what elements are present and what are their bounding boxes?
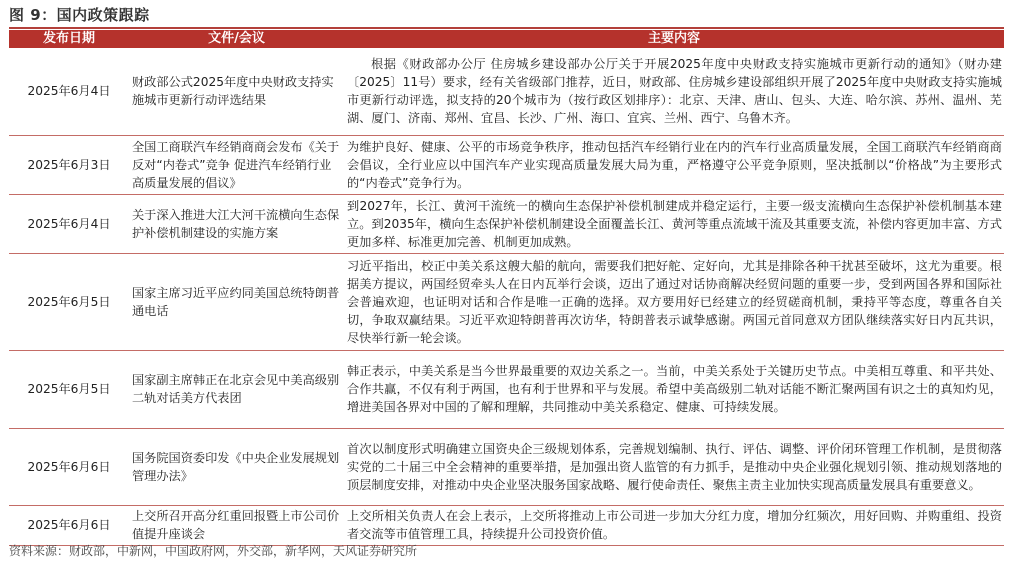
row-document: 关于深入推进大江大河干流横向生态保护补偿机制建设的实施方案	[129, 194, 344, 253]
row-date: 2025年6月6日	[9, 428, 129, 505]
header-date: 发布日期	[9, 30, 129, 48]
row-date: 2025年6月3日	[9, 135, 129, 194]
title-divider	[9, 27, 1004, 29]
table-row	[9, 253, 1004, 350]
row-document: 上交所召开高分红重回报暨上市公司价值提升座谈会	[129, 505, 344, 545]
table-row	[9, 350, 1004, 428]
policy-table	[9, 30, 1004, 546]
header-content: 主要内容	[344, 30, 1004, 48]
source-note: 资料来源：财政部，中新网，中国政府网，外交部，新华网，天风证券研究所	[9, 544, 418, 558]
row-content: 首次以制度形式明确建立国资央企三级规划体系，完善规划编制、执行、评估、调整、评价闭环管理工作机制，是贯彻落实党的二十届三中全会精神的重要举措，是加强出资人监管的有力抓手，是推动中央企业强化规划引领、推动规划落地的顶层制度安排，对推动中央企业坚决服务国家战略、履行使命责任、聚焦主责主业加快实现高质量发展具有重要意义。	[344, 428, 1004, 505]
row-document: 国家副主席韩正在北京会见中美高级别二轨对话美方代表团	[129, 350, 344, 428]
row-content: 上交所相关负责人在会上表示，上交所将推动上市公司进一步加大分红力度，增加分红频次，用好回购、并购重组、投资者交流等市值管理工具，持续提升公司投资价值。	[344, 505, 1004, 545]
figure-title: 图 9：国内政策跟踪	[9, 6, 150, 24]
row-date: 2025年6月4日	[9, 194, 129, 253]
table-header	[9, 30, 1004, 48]
row-content: 为维护良好、健康、公平的市场竞争秩序，推动包括汽车经销行业在内的汽车行业高质量发展，全国工商联汽车经销商商会倡议，全行业应以中国汽车产业实现高质量发展大局为重，严格遵守公平竞争原则，坚决抵制以“价格战”为主要形式的“内卷式”竞争行为。	[344, 135, 1004, 194]
header-document: 文件/会议	[129, 30, 344, 48]
row-document: 国家主席习近平应约同美国总统特朗普通电话	[129, 253, 344, 350]
table-row	[9, 428, 1004, 505]
row-content: 韩正表示，中美关系是当今世界最重要的双边关系之一。当前，中美关系处于关键历史节点。中美相互尊重、和平共处、合作共赢，不仅有利于两国，也有利于世界和平与发展。希望中美高级别二轨对话能不断汇聚两国有识之士的真知灼见，增进美国各界对中国的了解和理解，共同推动中美关系稳定、健康、可持续发展。	[344, 350, 1004, 428]
row-date: 2025年6月5日	[9, 350, 129, 428]
table-row	[9, 505, 1004, 545]
row-document: 全国工商联汽车经销商商会发布《关于反对“内卷式”竞争 促进汽车经销行业高质量发展的倡议》	[129, 135, 344, 194]
table-row	[9, 135, 1004, 194]
row-date: 2025年6月5日	[9, 253, 129, 350]
row-content: 习近平指出，校正中美关系这艘大船的航向，需要我们把好舵、定好向，尤其是排除各种干扰甚至破坏，这尤为重要。根据美方提议，两国经贸牵头人在日内瓦举行会谈，迈出了通过对话协商解决经贸问题的重要一步，受到两国各界和国际社会普遍欢迎，也证明对话和合作是唯一正确的选择。双方要用好已经建立的经贸磋商机制，秉持平等态度，尊重各自关切，争取双赢结果。习近平欢迎特朗普再次访华，特朗普表示诚挚感谢。两国元首同意双方团队继续落实好日内瓦共识，尽快举行新一轮会谈。	[344, 253, 1004, 350]
row-date: 2025年6月6日	[9, 505, 129, 545]
table-row	[9, 194, 1004, 253]
table-row	[9, 48, 1004, 135]
row-content: 到2027年，长江、黄河干流统一的横向生态保护补偿机制建成并稳定运行，主要一级支流横向生态保护补偿机制基本建立。到2035年，横向生态保护补偿机制建设全面覆盖长江、黄河等重点流域干流及其重要支流，补偿内容更加丰富、方式更加多样、标准更加完善、机制更加成熟。	[344, 194, 1004, 253]
row-content: 根据《财政部办公厅 住房城乡建设部办公厅关于开展2025年度中央财政支持实施城市更新行动的通知》（财办建〔2025〕11号）要求，经有关省级部门推荐，近日，财政部、住房城乡建设部组织开展了2025年度中央财政支持实施城市更新行动评选，拟支持的20个城市为（按行政区划排序）：北京、天津、唐山、包头、大连、哈尔滨、苏州、温州、芜湖、厦门、济南、郑州、宜昌、长沙、广州、海口、宜宾、兰州、西宁、乌鲁木齐。	[344, 48, 1004, 135]
row-date: 2025年6月4日	[9, 48, 129, 135]
row-document: 国务院国资委印发《中央企业发展规划管理办法》	[129, 428, 344, 505]
row-document: 财政部公式2025年度中央财政支持实施城市更新行动评选结果	[129, 48, 344, 135]
